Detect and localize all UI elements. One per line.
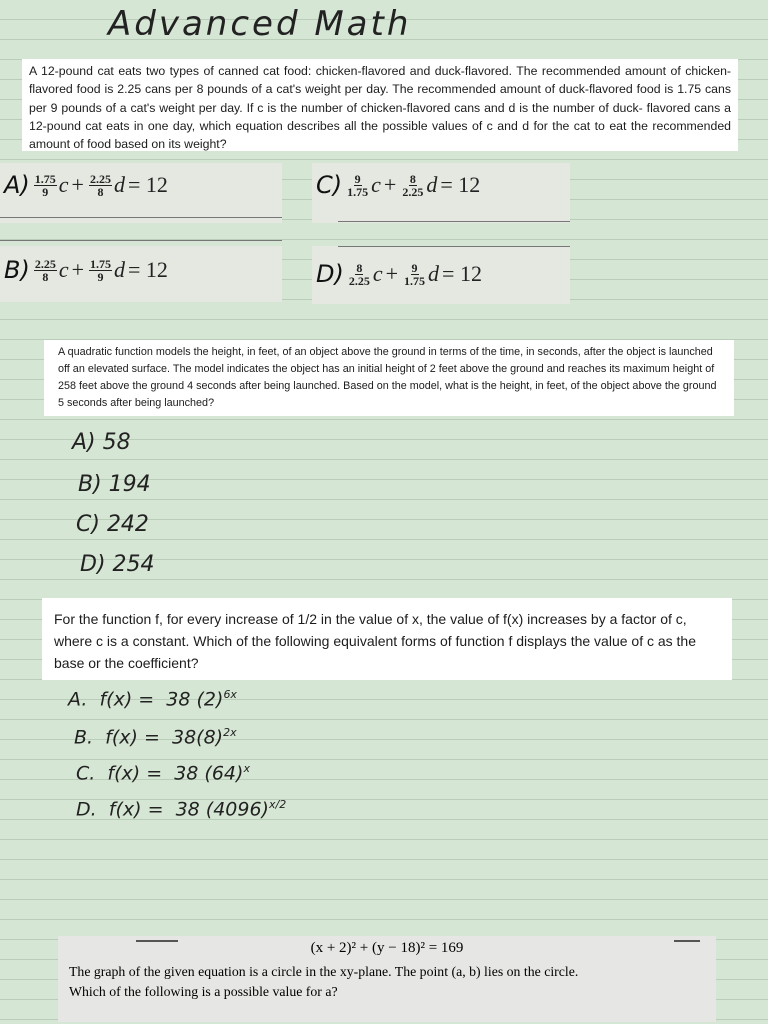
fraction: $\frac{1.75}{9}$ bbox=[34, 171, 56, 199]
answer-d: D) 254 bbox=[80, 552, 155, 577]
fraction: $\frac{2.25}{8}$ bbox=[89, 171, 111, 199]
question-2-text: A quadratic function models the height, in feet, of an object above the ground in terms of the time, in seconds, after the object is launched off an elevated surface. The model indicates the object has an initial height of 2 feet above the ground and reaches its maximum height of 258 feet above the ground 4 seconds after being launched. Based on the model, what is the height, in feet, of the object above the ground 5 seconds after being launched? bbox=[44, 340, 734, 416]
page-title: Advanced Math bbox=[108, 4, 412, 44]
fraction: $\frac{9}{1.75}$ bbox=[347, 171, 369, 199]
answer-a: A. f(x) = 38 $(2)^{6x}$ bbox=[68, 688, 237, 711]
question-3-text: For the function f, for every increase of 1/2 in the value of x, the value of f(x) increases by a factor of c, where c is a constant. Which of the following equivalent forms of function f displays the value of c as the base or the coefficient? bbox=[42, 598, 732, 680]
fraction: $\frac{8}{2.25}$ bbox=[348, 260, 370, 288]
choice-d: D) $\frac{8}{2.25}$ c + $\frac{9}{1.75}$ d = 12 bbox=[312, 246, 570, 304]
fraction: $\frac{2.25}{8}$ bbox=[34, 256, 56, 284]
circle-equation: (x + 2)² + (y − 18)² = 169 bbox=[310, 940, 464, 956]
choice-letter: D) bbox=[316, 260, 344, 288]
answer-d: D. f(x) = 38 $(4096)^{x/2}$ bbox=[76, 798, 287, 821]
fraction: $\frac{9}{1.75}$ bbox=[404, 260, 426, 288]
answer-b: B) 194 bbox=[78, 472, 151, 497]
choice-b: B) $\frac{2.25}{8}$ c + $\frac{1.75}{9}$ d = 12 bbox=[0, 246, 282, 302]
divider bbox=[0, 240, 282, 241]
answer-b: B. $f(x) = 38(8)^{2x}$ bbox=[74, 726, 237, 749]
divider bbox=[0, 217, 282, 218]
fraction: $\frac{8}{2.25}$ bbox=[402, 171, 424, 199]
answer-c: C) 242 bbox=[76, 512, 149, 537]
divider bbox=[338, 221, 570, 222]
choice-a: A) $\frac{1.75}{9}$ c + $\frac{2.25}{8}$ d = 12 bbox=[0, 163, 282, 223]
choice-c: C) $\frac{9}{1.75}$ c + $\frac{8}{2.25}$ d = 12 bbox=[312, 163, 570, 223]
fraction: $\frac{1.75}{9}$ bbox=[90, 256, 112, 284]
question-1-text: A 12-pound cat eats two types of canned cat food: chicken-flavored and duck-flavored. The recommended amount of chicken-flavored food is 2.25 cans per 8 pounds of a cat's weight per day. The recommended amount of duck-flavored food is 1.75 cans per 9 pounds of a cat's weight per day. If c is the number of chicken-flavored cans and d is the number of duck- flavored cans a 12-pound cat eats in one day, which equation describes all the possible values of c and d for the cat to eat the recommended amount of food based on its weight? bbox=[22, 59, 738, 151]
answer-c: C. f(x) = 38 $(64)^x$ bbox=[76, 762, 250, 785]
question-4-card bbox=[58, 936, 716, 1022]
question-4-text: The graph of the given equation is a circle in the xy-plane. The point (a, b) lies on the circle. Which of the following is a possible value for a? bbox=[69, 964, 579, 999]
divider bbox=[338, 246, 570, 247]
choice-letter: C) bbox=[316, 171, 343, 199]
choice-letter: A) bbox=[4, 171, 30, 199]
choice-letter: B) bbox=[4, 256, 30, 284]
answer-a: A) 58 bbox=[72, 430, 131, 455]
